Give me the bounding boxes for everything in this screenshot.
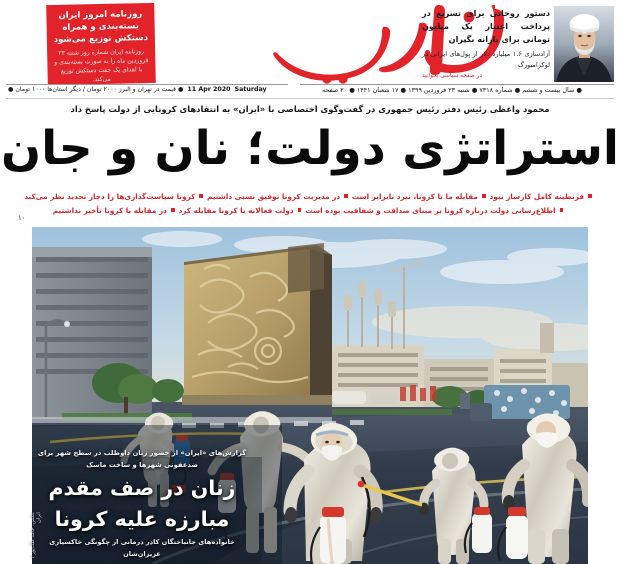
overlay-title-line-2: مبارزه علیه کرونا: [54, 506, 230, 531]
bullet-square-icon: [199, 194, 203, 198]
bullet-square-icon: [171, 208, 175, 212]
bullet-item: اطلاع‌رسانی دولت درباره کرونا بر مبنای صداقت و شفافیت بوده است: [305, 206, 556, 215]
bullet-square-icon: [560, 208, 564, 212]
masthead-rule-bottom: [6, 98, 614, 99]
gregorian-date: 11 Apr 2020: [187, 86, 231, 93]
story-kicker: محمود واعظی رئیس دفتر رئیس جمهوری در گفت‌وگوی اختصاصی با «ایران» به انتقادهای کرونایی از دولت پاسخ داد: [70, 104, 550, 114]
overlay-subtitle-line-1: خانواده‌های جانباختگان کادر درمانی از چگونگی خاکسپاری عزیزان‌شان: [49, 537, 235, 558]
lead-section-note: در صفحه سیاسی بخوانید: [422, 73, 483, 80]
price-and-date-info: [8, 86, 290, 93]
promo-headline: روزنامه امروز ایران بسته‌بندی و همراه دستکش توزیع می‌شود: [53, 9, 149, 46]
lead-subtitle: آزادسازی ۱.۶ میلیارد دلار از پول‌های ایرانی در لوکزامبورگ: [422, 50, 550, 69]
bullet-row-1: [0, 190, 620, 204]
masthead-rule-left: [6, 84, 288, 85]
bullet-square-icon: [344, 194, 348, 198]
main-headline: استراتژی دولت؛ نان و جان: [0, 121, 620, 176]
masthead-rule-right: [300, 84, 614, 85]
portrait-image: [554, 6, 614, 82]
president-portrait: [554, 6, 614, 82]
lead-title: دستور روحانی برای تسریع در پرداخت اعتبار یک میلیون تومانی برای یارانه بگیران: [422, 8, 550, 45]
overlay-title-line-1: زنان در صف مقدم: [48, 476, 236, 501]
bullet-square-icon: [482, 194, 486, 198]
bullet-square-icon: [298, 208, 302, 212]
bullet-item: قرنطینه کامل کارساز نبود: [489, 192, 585, 201]
overlay-kicker: گزارش‌های «ایران» از حضور زنان داوطلب در سطح شهر برای ضدعفونی شهرها و ساخت ماسک: [37, 449, 247, 469]
promo-body: روزنامه ایران شماره روز شنبه ۲۳ فروردین ماه را به صورت بسته‌بندی و با اهدای یک جفت دستکش توزیع می‌کند.: [54, 47, 149, 84]
bullet-item: در مقابله با کرونا تأخیر نداشتیم: [52, 206, 167, 215]
bullet-item: کرونا سیاست‌گذاری‌ها را دچار تجدید نظر می‌کند: [24, 192, 196, 201]
bullet-item: مقابله ما با کرونا، نبرد نابرابر است: [351, 192, 478, 201]
bullet-row-2: [0, 204, 620, 218]
photo-overlay-story: [34, 448, 250, 564]
masthead: [0, 0, 620, 92]
weekday-name: Saturday: [234, 86, 267, 93]
bullet-item: در مدیریت کرونا توفیق نسبی داشتیم: [206, 192, 341, 201]
bullet-summary: [0, 190, 620, 218]
issue-info: ● سال بیست و ششم ● شماره ۷۳۱۸ ● شنبه ۲۳ فروردین ۱۳۹۹ ● ۱۷ شعبان ۱۴۴۱ ● ۲۰ صفحه: [322, 86, 582, 94]
photo-credit: عکس: حامد ملک‌پور / ایران: [30, 512, 42, 559]
bullet-square-icon: [588, 194, 592, 198]
price-text: ● قیمت در تهران و البرز ۲۰۰۰ تومان / دیگر استان‌ها ۱۰۰۰ تومان ●: [8, 86, 184, 93]
promo-box: [46, 3, 156, 85]
bullet-item: دولت فعالانه با کرونا مقابله کرد: [178, 206, 294, 215]
lead-story-right: [422, 7, 550, 79]
page-marker: ۱۰: [18, 214, 26, 222]
